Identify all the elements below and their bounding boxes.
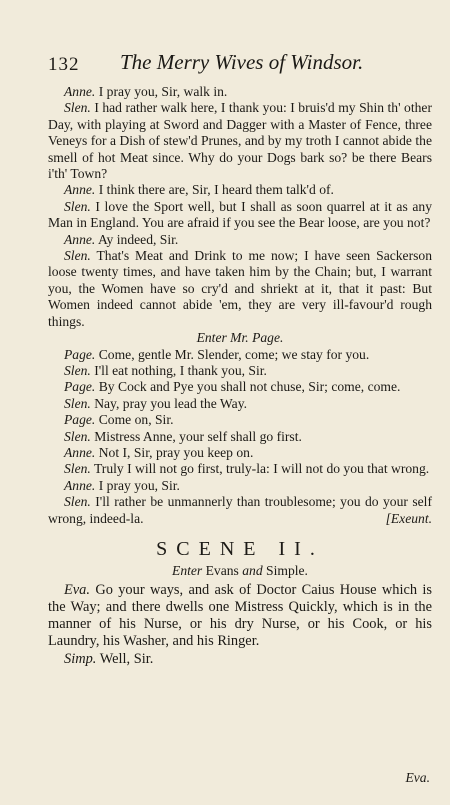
speech-text: I pray you, Sir, walk in. bbox=[95, 84, 228, 99]
speech-text: By Cock and Pye you shall not chuse, Sir; come, come. bbox=[95, 379, 401, 395]
speech-text: Truly I will not go first, truly-la: I will not do you that wrong. bbox=[90, 461, 430, 477]
speaker-name: Slen. bbox=[64, 461, 91, 477]
speech-text: That's Meat and Drink to me now; I have seen Sackerson loose twenty times, and have taken him by the Chain; but, I warrant you, the Women have so cry'd and shriekt at it, that it past: But Women indeed cannot abide 'em, they are very ill-favour'd rough things. bbox=[48, 248, 432, 329]
speech bbox=[48, 494, 432, 527]
speech-text: Well, Sir. bbox=[96, 650, 154, 667]
exit-direction: [Exeunt. bbox=[385, 510, 432, 526]
speaker-name: Anne. bbox=[64, 84, 96, 99]
speech bbox=[48, 396, 432, 412]
speech bbox=[48, 445, 432, 461]
speech bbox=[48, 363, 432, 379]
speech-text: Not I, Sir, pray you keep on. bbox=[95, 444, 254, 460]
speech bbox=[48, 582, 432, 651]
speech-text: I'll eat nothing, I thank you, Sir. bbox=[90, 362, 267, 378]
speech-text: Come, gentle Mr. Slender, come; we stay for you. bbox=[95, 346, 370, 362]
speaker-name: Anne. bbox=[64, 182, 96, 198]
speaker-name: Slen. bbox=[64, 248, 91, 264]
enter-word: Enter bbox=[172, 563, 203, 579]
speech bbox=[48, 248, 432, 330]
speaker-name: Anne. bbox=[64, 444, 96, 460]
speaker-name: Slen. bbox=[64, 100, 91, 116]
speech bbox=[48, 478, 432, 494]
speech bbox=[48, 100, 432, 182]
speech-text: I pray you, Sir. bbox=[95, 477, 180, 493]
running-header bbox=[48, 50, 430, 78]
speech bbox=[48, 84, 432, 100]
speech-text: Nay, pray you lead the Way. bbox=[90, 395, 247, 411]
character-name: Evans bbox=[202, 563, 243, 579]
speech bbox=[48, 429, 432, 445]
speech-text: Come on, Sir. bbox=[95, 412, 174, 428]
speech-text: I think there are, Sir, I heard them talk'd of. bbox=[95, 182, 334, 198]
speaker-name: Eva. bbox=[64, 581, 90, 598]
speech bbox=[48, 412, 432, 428]
speaker-name: Slen. bbox=[64, 428, 91, 444]
speaker-name: Page. bbox=[64, 346, 96, 362]
speech bbox=[48, 347, 432, 363]
speech-text: Ay indeed, Sir. bbox=[95, 231, 179, 247]
stage-direction: Enter Mr. Page. bbox=[196, 330, 284, 346]
speech-text: I love the Sport well, but I shall as soon quarrel at it as any Man in England. You are afraid if you see the Bear loose, are you not? bbox=[48, 198, 432, 231]
speaker-name: Anne. bbox=[64, 477, 96, 493]
speaker-name: Page. bbox=[64, 412, 96, 428]
play-text bbox=[48, 84, 432, 668]
speaker-name: Slen. bbox=[64, 362, 91, 378]
speaker-name: Page. bbox=[64, 379, 96, 395]
speech bbox=[48, 199, 432, 232]
speaker-name: Slen. bbox=[64, 494, 91, 510]
speaker-name: Slen. bbox=[64, 395, 91, 411]
scene-entrance bbox=[48, 563, 432, 579]
speech-text: I had rather walk here, I thank you: I bruis'd my Shin th' other Day, with playing at Sword and Dagger with a Master of Fence, three Veneys for a Dish of stew'd Prunes, and by my troth I cannot abide the smell of hot Meat since. Why do your Dogs bark so? be there Bears i'th' Town? bbox=[48, 100, 432, 182]
speech-text: I'll rather be unmannerly than troublesome; you do your self wrong, indeed-la. bbox=[48, 494, 432, 526]
speech bbox=[48, 182, 432, 198]
speaker-name: Simp. bbox=[64, 650, 97, 667]
speaker-name: Slen. bbox=[64, 198, 91, 214]
speech bbox=[48, 651, 432, 668]
scene-heading: SCENE II. bbox=[156, 537, 324, 560]
speech bbox=[48, 461, 432, 477]
page-number: 132 bbox=[48, 54, 80, 75]
speaker-name: Anne. bbox=[64, 231, 96, 247]
character-name: Simple. bbox=[262, 563, 308, 579]
and-word: and bbox=[242, 563, 263, 579]
speech bbox=[48, 379, 432, 395]
speech bbox=[48, 232, 432, 248]
running-title: The Merry Wives of Windsor. bbox=[120, 50, 364, 74]
speech-text: Go your ways, and ask of Doctor Caius House which is the Way; and there dwells one Mistress Quickly, which is in the manner of his Nurse, or his dry Nurse, or his Cook, or his Laundry, his Washer, and his Ringer. bbox=[48, 581, 432, 650]
catchword: Eva. bbox=[405, 770, 430, 785]
speech-text: Mistress Anne, your self shall go first. bbox=[90, 428, 302, 444]
